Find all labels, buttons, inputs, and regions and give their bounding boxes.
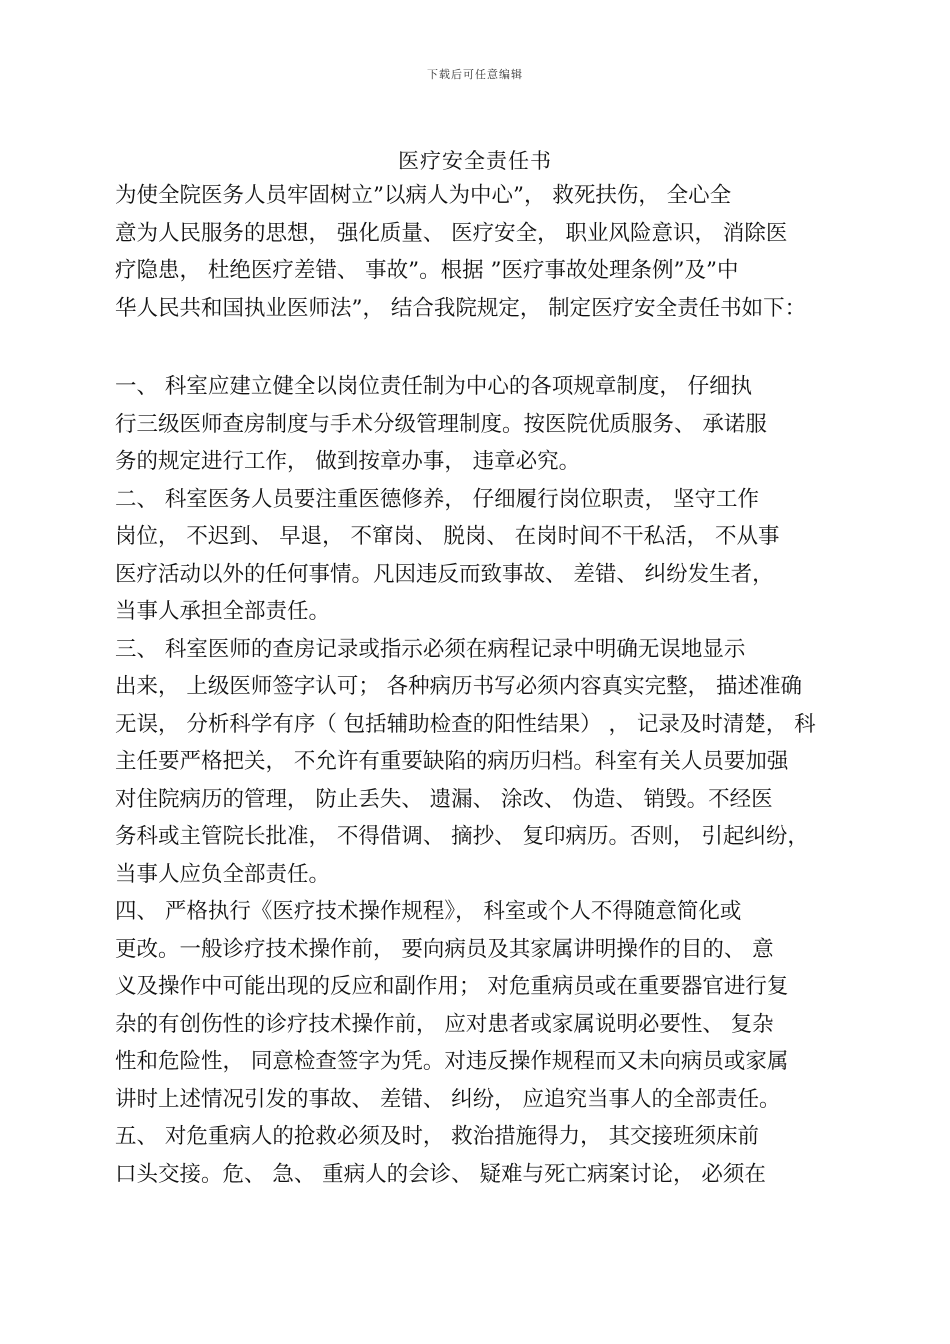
section-1-line: 务的规定进行工作， 做到按章办事， 违章必究。	[115, 449, 581, 474]
intro-line: 疗隐患， 杜绝医疗差错、 事故”。根据 ”医疗事故处理条例”及”中	[115, 258, 739, 283]
section-2-line: 二、 科室医务人员要注重医德修养， 仔细履行岗位职责， 坚守工作	[115, 486, 760, 512]
section-3-line: 务科或主管院长批准， 不得借调、 摘抄、 复印病历。否则， 引起纠纷，	[115, 824, 809, 849]
section-4-line: 性和危险性， 同意检查签字为凭。对违反操作规程而又未向病员或家属	[115, 1049, 789, 1074]
section-3-line: 当事人应负全部责任。	[115, 861, 331, 887]
intro-line: 为使全院医务人员牢固树立”以病人为中心”， 救死扶伤， 全心全	[115, 183, 732, 208]
section-4-line: 四、 严格执行《医疗技术操作规程》， 科室或个人不得随意简化或	[115, 899, 742, 924]
section-5-line: 口头交接。危、 急、 重病人的会诊、 疑难与死亡病案讨论， 必须在	[115, 1161, 766, 1187]
section-4-line: 更改。一般诊疗技术操作前， 要向病员及其家属讲明操作的目的、 意	[115, 936, 774, 962]
section-3-line: 出来， 上级医师签字认可； 各种病历书写必须内容真实完整， 描述准确	[115, 674, 803, 699]
section-2-line: 医疗活动以外的任何事情。凡因违反而致事故、 差错、 纠纷发生者，	[115, 561, 774, 587]
section-2-line: 岗位， 不迟到、 早退， 不窜岗、 脱岗、 在岗时间不干私活， 不从事	[115, 524, 780, 549]
section-5-line: 五、 对危重病人的抢救必须及时， 救治措施得力， 其交接班须床前	[115, 1124, 760, 1149]
section-3-line: 主任要严格把关， 不允许有重要缺陷的病历归档。科室有关人员要加强	[115, 749, 789, 774]
section-4-line: 义及操作中可能出现的反应和副作用； 对危重病员或在重要器官进行复	[115, 974, 789, 999]
intro-line: 华人民共和国执业医师法”， 结合我院规定， 制定医疗安全责任书如下：	[115, 295, 807, 321]
intro-line: 意为人民服务的思想， 强化质量、 医疗安全， 职业风险意识， 消除医	[115, 220, 788, 246]
section-1-line: 一、 科室应建立健全以岗位责任制为中心的各项规章制度， 仔细执	[115, 374, 753, 399]
sections-body	[115, 368, 840, 1193]
section-3-line: 无误， 分析科学有序（ 包括辅助检查的阳性结果） ， 记录及时清楚， 科	[115, 711, 816, 737]
section-3-line: 三、 科室医师的查房记录或指示必须在病程记录中明确无误地显示	[115, 636, 746, 662]
section-1-line: 行三级医师查房制度与手术分级管理制度。按医院优质服务、 承诺服	[115, 411, 767, 437]
document-title: 医疗安全责任书	[398, 149, 552, 173]
section-3-line: 对住院病历的管理， 防止丢失、 遗漏、 涂改、 伪造、 销毁。不经医	[115, 786, 773, 812]
section-2-line: 当事人承担全部责任。	[115, 599, 331, 624]
section-4-line: 讲时上述情况引发的事故、 差错、 纠纷， 应追究当事人的全部责任。	[115, 1086, 781, 1112]
intro-paragraph	[115, 177, 840, 327]
download-note: 下载后可任意编辑	[427, 68, 523, 81]
section-4-line: 杂的有创伤性的诊疗技术操作前， 应对患者或家属说明必要性、 复杂	[115, 1011, 774, 1037]
